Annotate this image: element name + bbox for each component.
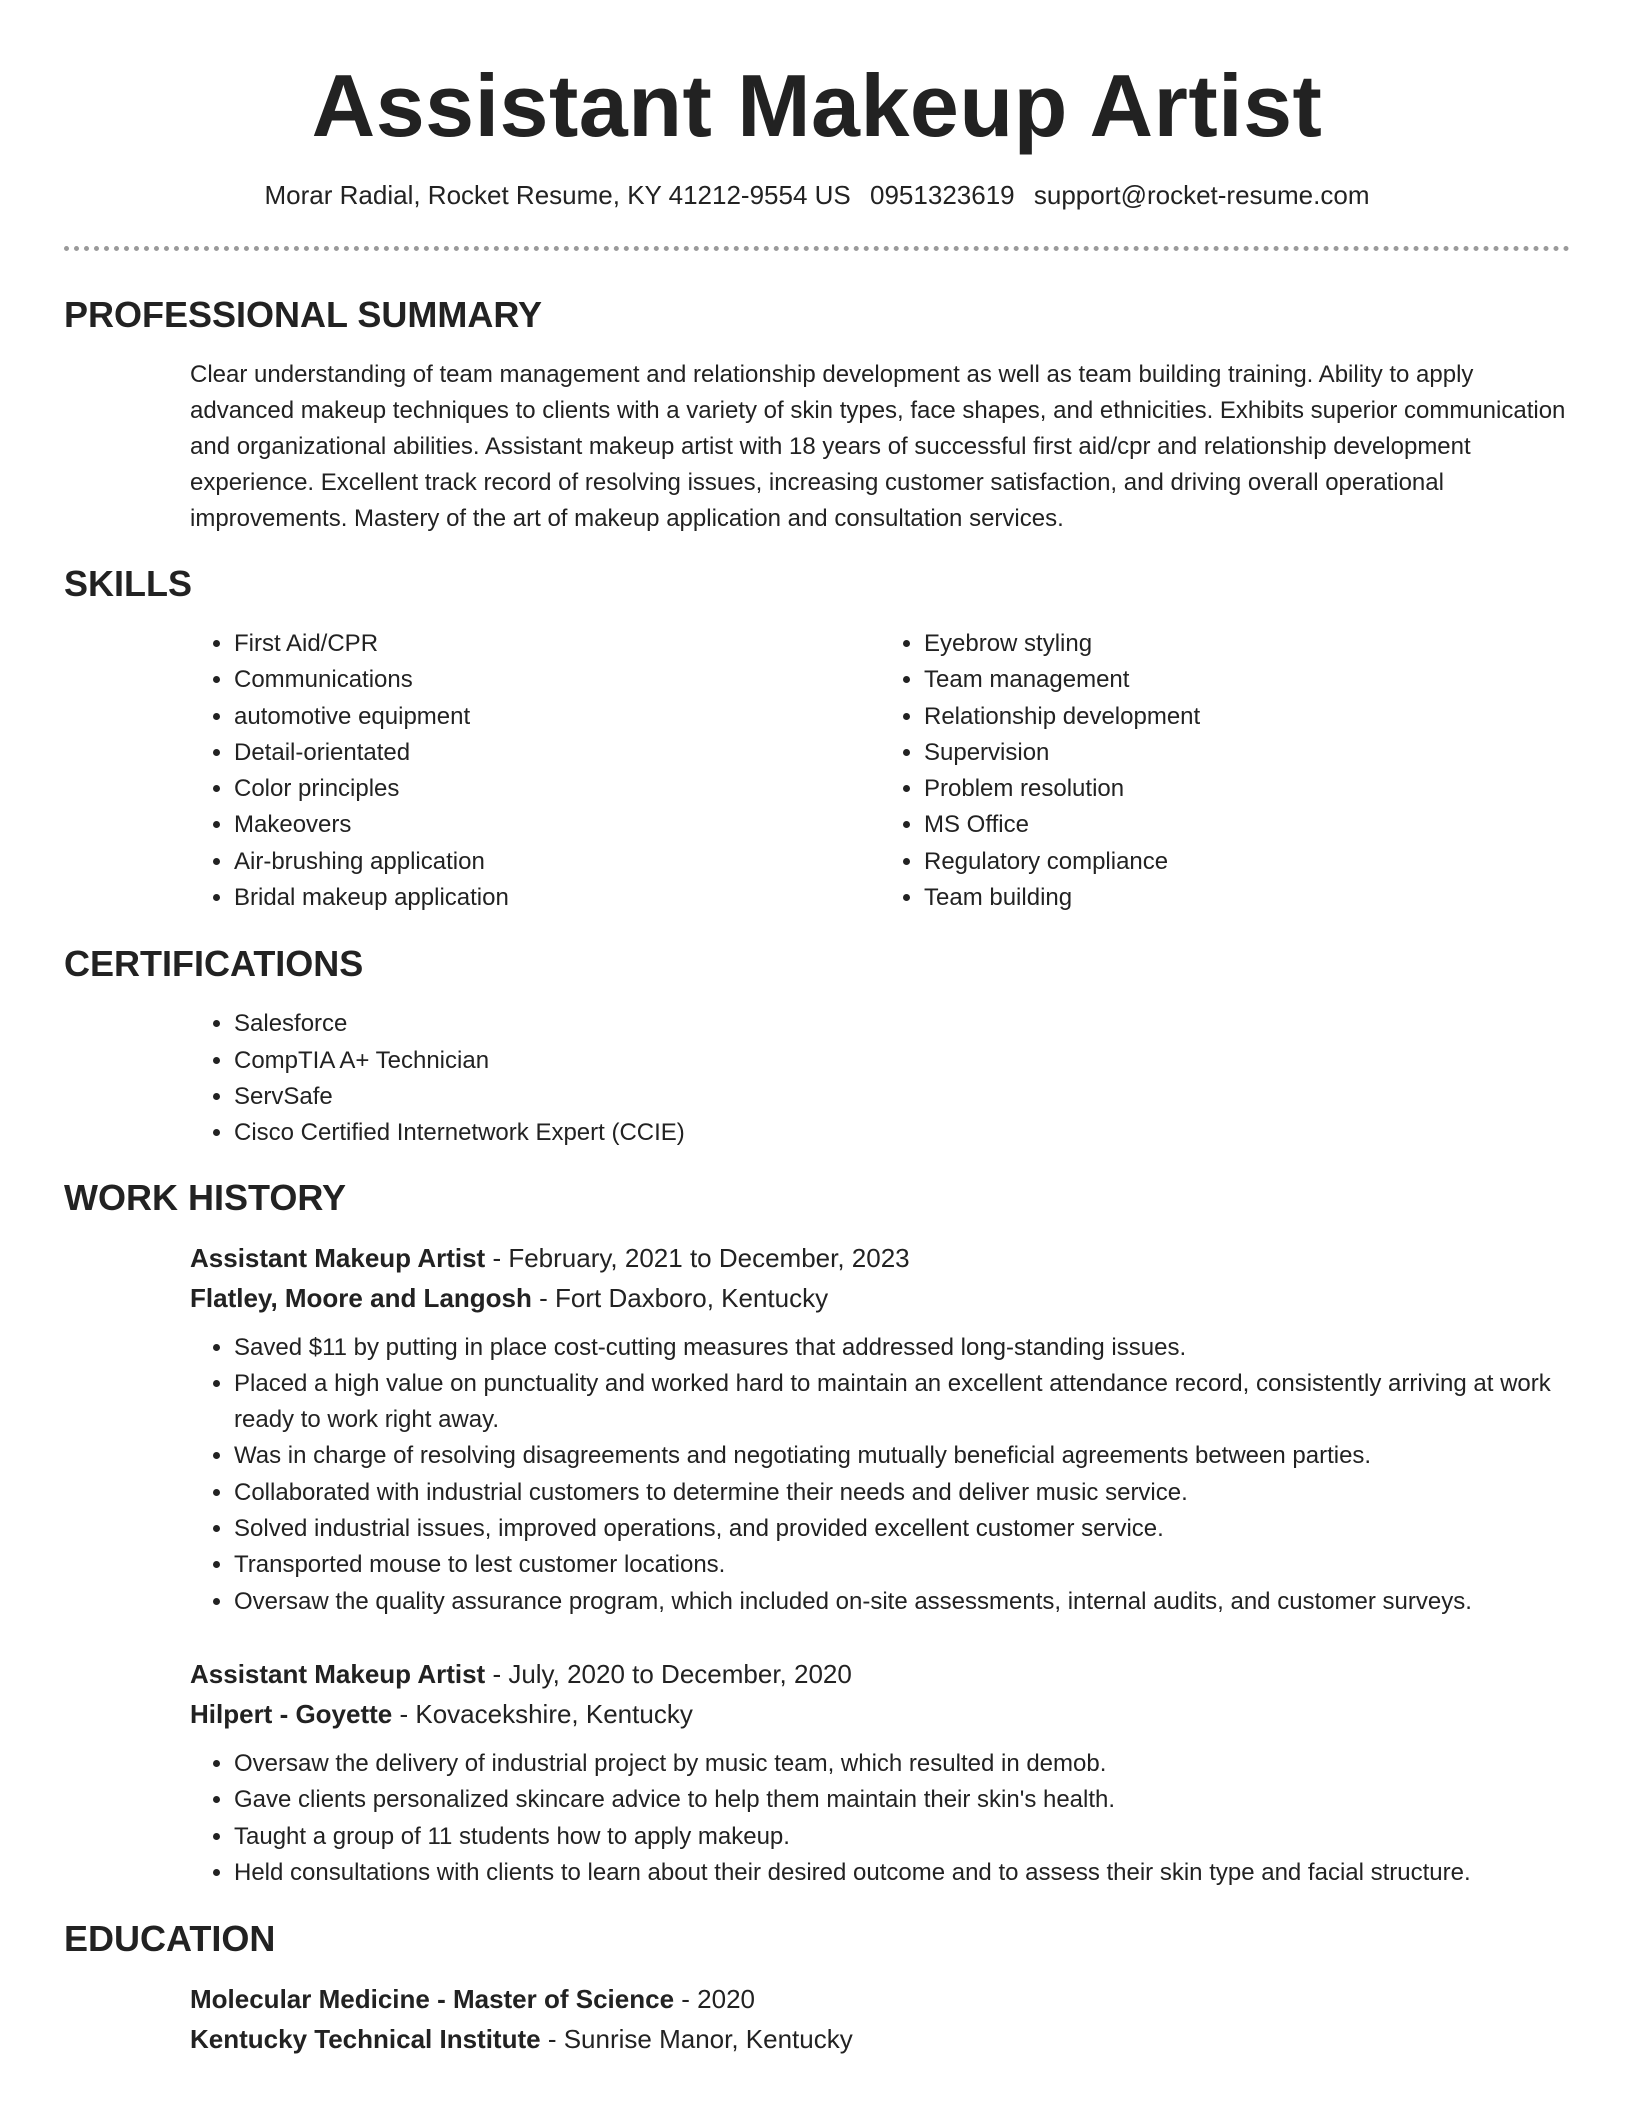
job-duty: • Saved $11 by putting in place cost-cutting measures that addressed long-standing issues.	[234, 1330, 1570, 1366]
job-location: - Kovacekshire, Kentucky	[392, 1698, 693, 1729]
contact-phone: 0951323619	[870, 180, 1015, 210]
certification-item: • ServSafe	[234, 1079, 1570, 1115]
job-dates: - February, 2021 to December, 2023	[485, 1242, 910, 1273]
job-company: Hilpert - Goyette	[190, 1698, 393, 1729]
job-title-line	[190, 1238, 1570, 1278]
work-history-section	[64, 1176, 1570, 1892]
job-duty: • Taught a group of 11 students how to apply makeup.	[234, 1819, 1570, 1855]
education-title: EDUCATION	[64, 1918, 276, 1960]
education-school-line	[190, 2019, 1570, 2059]
job-duty: • Solved industrial issues, improved operations, and provided excellent customer service.	[234, 1511, 1570, 1547]
resume-name: Assistant Makeup Artist	[311, 56, 1323, 155]
job-entry	[190, 1238, 1570, 1620]
job-dates: - July, 2020 to December, 2020	[485, 1658, 852, 1689]
contact-line	[64, 178, 1570, 212]
job-duty: • Held consultations with clients to learn about their desired outcome and to assess their skin type and facial structure.	[234, 1855, 1570, 1891]
job-duty: • Transported mouse to lest customer locations.	[234, 1547, 1570, 1583]
skill-item: • MS Office	[924, 807, 1570, 843]
job-company: Flatley, Moore and Langosh	[190, 1282, 532, 1313]
job-entry	[190, 1654, 1570, 1891]
skill-item: • First Aid/CPR	[234, 626, 880, 662]
summary-title: PROFESSIONAL SUMMARY	[64, 294, 543, 335]
education-location: - Sunrise Manor, Kentucky	[540, 2024, 853, 2055]
skill-item: • Eyebrow styling	[924, 626, 1570, 662]
contact-address: Morar Radial, Rocket Resume, KY 41212-9554 US	[264, 180, 851, 210]
skill-item: • Team building	[924, 880, 1570, 916]
job-duty: • Oversaw the delivery of industrial project by music team, which resulted in demob.	[234, 1746, 1570, 1782]
education-degree: Molecular Medicine - Master of Science	[190, 1984, 675, 2015]
skill-item: • Supervision	[924, 735, 1570, 771]
certifications-section	[64, 942, 1570, 1151]
education-section	[64, 1917, 1570, 2059]
skills-columns	[190, 626, 1570, 916]
job-duty: • Was in charge of resolving disagreements and negotiating mutually beneficial agreements between parties.	[234, 1438, 1570, 1474]
skill-item: • Air-brushing application	[234, 844, 880, 880]
job-duty: • Oversaw the quality assurance program, which included on-site assessments, internal audits, and customer surveys.	[234, 1584, 1570, 1620]
skill-item: • Communications	[234, 662, 880, 698]
skill-item: • Makeovers	[234, 807, 880, 843]
certification-item: • CompTIA A+ Technician	[234, 1043, 1570, 1079]
education-degree-line	[190, 1979, 1570, 2019]
job-duty: • Gave clients personalized skincare advice to help them maintain their skin's health.	[234, 1782, 1570, 1818]
summary-text: Clear understanding of team management and relationship development as well as team building training. Ability to apply advanced makeup techniques to clients with a variety of skin types, face shapes, and ethnicities. Exhibits superior communication and organizational abilities. Assistant makeup artist with 18 years of successful first aid/cpr and relationship development experience. Excellent track record of resolving issues, increasing customer satisfaction, and driving overall operational improvements. Mastery of the art of makeup application and consultation services.	[190, 361, 1566, 532]
summary-section	[64, 293, 1570, 537]
skill-item: • Bridal makeup application	[234, 880, 880, 916]
skill-item: • Problem resolution	[924, 771, 1570, 807]
job-role: Assistant Makeup Artist	[190, 1242, 486, 1273]
job-location: - Fort Daxboro, Kentucky	[531, 1282, 829, 1313]
skills-left-list	[190, 626, 880, 916]
job-role: Assistant Makeup Artist	[190, 1658, 486, 1689]
job-company-line	[190, 1278, 1570, 1318]
skills-section	[64, 562, 1570, 916]
skill-item: • Relationship development	[924, 699, 1570, 735]
work-history-title: WORK HISTORY	[64, 1176, 347, 1218]
job-duty: • Collaborated with industrial customers to determine their needs and deliver music service.	[234, 1475, 1570, 1511]
skill-item: • automotive equipment	[234, 699, 880, 735]
job-company-line	[190, 1694, 1570, 1734]
job-title-line	[190, 1654, 1570, 1694]
job-duties-list	[190, 1746, 1570, 1891]
certification-item: • Cisco Certified Internetwork Expert (CCIE)	[234, 1115, 1570, 1151]
contact-email: support@rocket-resume.com	[1033, 180, 1370, 210]
skills-title: SKILLS	[64, 563, 193, 604]
skill-item: • Detail-orientated	[234, 735, 880, 771]
skill-item: • Regulatory compliance	[924, 844, 1570, 880]
job-duty: • Placed a high value on punctuality and worked hard to maintain an excellent attendance record, consistently arriving at work ready to work right away.	[234, 1366, 1570, 1439]
education-school: Kentucky Technical Institute	[190, 2024, 541, 2055]
certification-item: • Salesforce	[234, 1006, 1570, 1042]
resume-page	[64, 0, 1570, 2059]
certifications-title: CERTIFICATIONS	[64, 943, 364, 985]
education-year: - 2020	[674, 1984, 755, 2015]
skill-item: • Color principles	[234, 771, 880, 807]
skill-item: • Team management	[924, 662, 1570, 698]
job-duties-list	[190, 1330, 1570, 1620]
header-divider	[64, 246, 1570, 251]
skills-right-list	[880, 626, 1570, 916]
certifications-list	[190, 1006, 1570, 1151]
